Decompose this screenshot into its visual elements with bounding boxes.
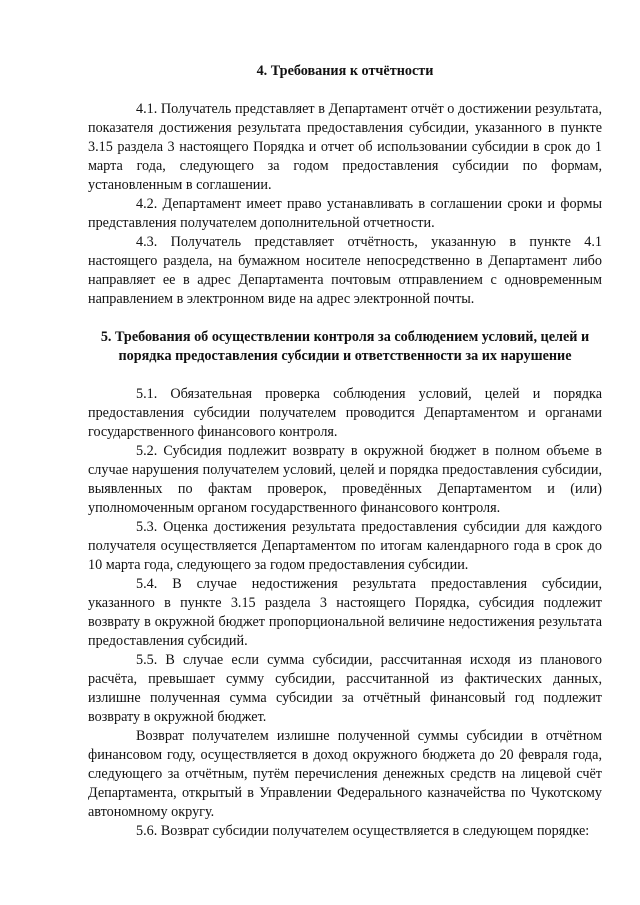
paragraph-4-1: 4.1. Получатель представляет в Департамент отчёт о достижении результата, показателя достижения результата предоставления субсидии, указанного в пункте 3.15 раздела 3 настоящего Порядка и отчет об использовании субсидии в срок до 1 марта года, следующего за годом предоставления субсидии по формам, установленным в соглашении.: [88, 101, 602, 193]
paragraph-5-6: 5.6. Возврат субсидии получателем осуществляется в следующем порядке:: [136, 823, 590, 839]
paragraph-5-5-return: Возврат получателем излишне полученной суммы субсидии в отчётном финансовом году, осуществляется в доход окружного бюджета до 20 февраля года, следующего за отчётным, путём перечисления денежных средств на лицевой счёт Департамента, открытый в Управлении Федерального казначейства по Чукотскому автономному округу.: [88, 728, 602, 820]
section-5-heading: 5. Требования об осуществлении контроля за соблюдением условий, целей и порядка предоставления субсидии и ответственности за их нарушение: [100, 329, 590, 364]
paragraph-5-3: 5.3. Оценка достижения результата предоставления субсидии для каждого получателя осуществляется Департаментом по итогам календарного года в срок до 10 марта года, следующего за годом предоставления субсидии.: [88, 519, 602, 573]
paragraph-5-4: 5.4. В случае недостижения результата предоставления субсидии, указанного в пункте 3.15 раздела 3 настоящего Порядка, субсидия подлежит возврату в окружной бюджет пропорциональной величине недостижения результата предоставления субсидий.: [88, 576, 602, 649]
document-page: [88, 62, 602, 841]
paragraph-4-2: 4.2. Департамент имеет право устанавливать в соглашении сроки и формы представления получателем дополнительной отчетности.: [88, 196, 602, 231]
section-4-heading: 4. Требования к отчётности: [256, 63, 434, 79]
paragraph-4-3: 4.3. Получатель представляет отчётность, указанную в пункте 4.1 настоящего раздела, на бумажном носителе непосредственно в Департамент либо направляет ее в адрес Департамента почтовым отправлением с одновременным направлением в электронном виде на адрес электронной почты.: [88, 234, 602, 307]
paragraph-5-2: 5.2. Субсидия подлежит возврату в окружной бюджет в полном объеме в случае нарушения получателем условий, целей и порядка предоставления субсидии, выявленных по фактам проверок, проведённых Департаментом и (или) уполномоченным органом государственного финансового контроля.: [88, 443, 602, 516]
paragraph-5-1: 5.1. Обязательная проверка соблюдения условий, целей и порядка предоставления субсидии получателем проводится Департаментом и органами государственного финансового контроля.: [88, 386, 602, 440]
paragraph-5-5: 5.5. В случае если сумма субсидии, рассчитанная исходя из планового расчёта, превышает сумму субсидии, рассчитанной из фактических данных, излишне полученная сумма субсидии за отчётный финансовый год подлежит возврату в окружной бюджет.: [88, 652, 602, 725]
